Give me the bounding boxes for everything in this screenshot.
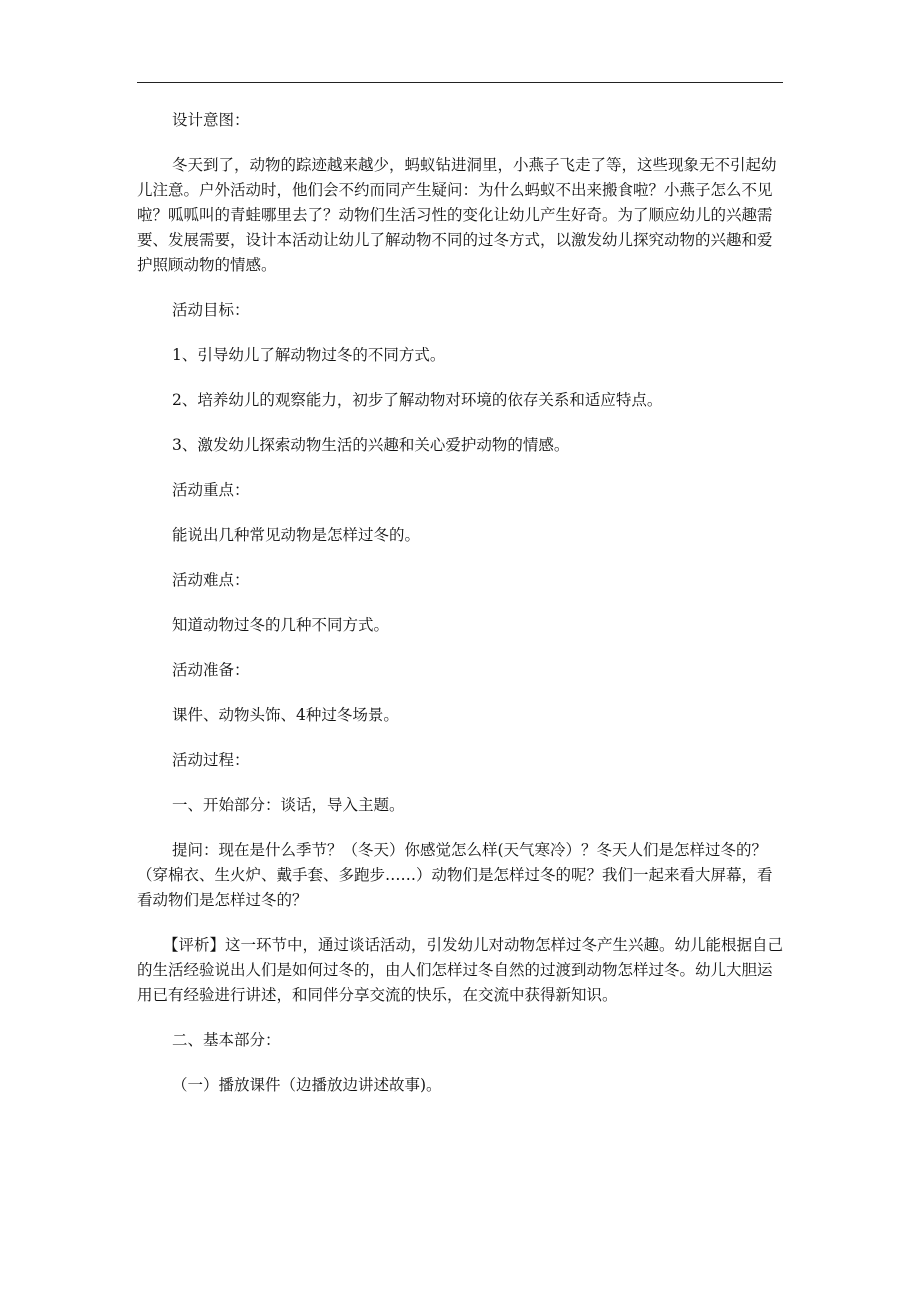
preparation-text: 课件、动物头饰、4种过冬场景。 [172,706,399,724]
part-two-heading: 二、基本部分： [172,1031,281,1049]
key-point-text: 能说出几种常见动物是怎样过冬的。 [172,526,421,544]
process-heading: 活动过程： [172,751,250,769]
comment-paragraph: 【评析】这一环节中，通过谈话活动，引发幼儿对动物怎样过冬产生兴趣。幼儿能根据自己的生活经验说出人们是如何过冬的，由人们怎样过冬自然的过渡到动物怎样过冬。幼儿大胆运用已有经验进行讲述，和同伴分享交流的快乐，在交流中获得新知识。 [137,936,784,1004]
preparation-heading: 活动准备： [172,661,250,679]
design-intent-paragraph: 冬天到了，动物的踪迹越来越少，蚂蚁钻进洞里，小燕子飞走了等，这些现象无不引起幼儿注意。户外活动时，他们会不约而同产生疑问：为什么蚂蚁不出来搬食啦？小燕子怎么不见啦？呱呱叫的青蛙哪里去了？动物们生活习性的变化让幼儿产生好奇。为了顺应幼儿的兴趣需要、发展需要，设计本活动让幼儿了解动物不同的过冬方式，以激发幼儿探究动物的兴趣和爱护照顾动物的情感。 [137,156,777,274]
document-body [137,108,787,1098]
goals-heading: 活动目标： [172,301,250,319]
goal-item-3: 3、激发幼儿探索动物生活的兴趣和关心爱护动物的情感。 [172,436,570,454]
question-paragraph: 提问：现在是什么季节？（冬天）你感觉怎么样(天气寒冷）？冬天人们是怎样过冬的？（穿棉衣、生火炉、戴手套、多跑步……）动物们是怎样过冬的呢？我们一起来看大屏幕，看看动物们是怎样过冬的？ [137,841,773,909]
goal-item-2: 2、培养幼儿的观察能力，初步了解动物对环境的依存关系和适应特点。 [172,391,663,409]
difficulty-text: 知道动物过冬的几种不同方式。 [172,616,390,634]
design-intent-heading: 设计意图： [172,111,250,129]
difficulty-heading: 活动难点： [172,571,250,589]
goal-item-1: 1、引导幼儿了解动物过冬的不同方式。 [172,346,446,364]
sub-one-heading: （一）播放课件（边播放边讲述故事)。 [172,1076,442,1094]
header-rule [137,82,783,83]
key-point-heading: 活动重点： [172,481,250,499]
part-one-heading: 一、开始部分：谈话，导入主题。 [172,796,405,814]
